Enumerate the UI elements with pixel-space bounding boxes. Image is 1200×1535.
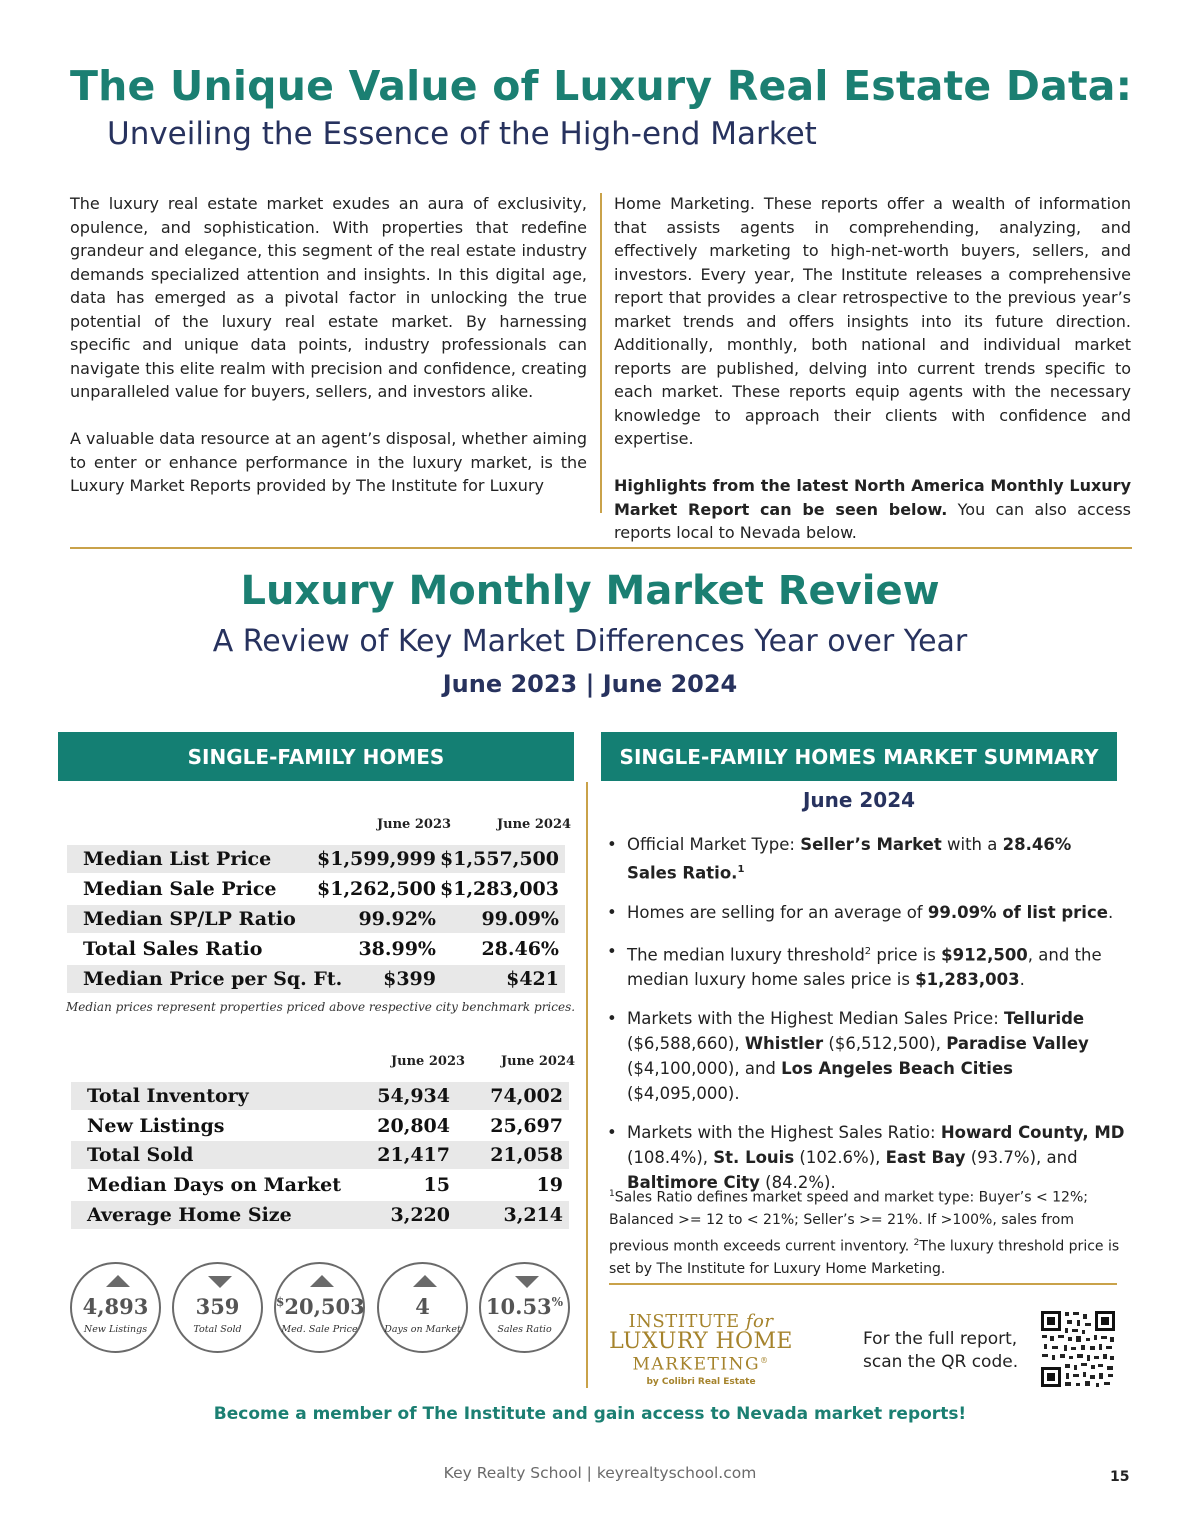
stat-med-sale-price xyxy=(274,1262,365,1353)
summary-item xyxy=(606,900,1126,925)
summary-rule xyxy=(609,1283,1117,1285)
arrow-up-icon xyxy=(310,1275,334,1287)
membership-cta: Become a member of The Institute and gain access to Nevada market reports! xyxy=(213,1404,967,1424)
item-text: Official Market Type: xyxy=(627,835,801,854)
item-bold: Los Angeles Beach Cities xyxy=(781,1059,1013,1078)
arrow-down-icon xyxy=(515,1276,539,1288)
item-text: ($4,095,000). xyxy=(627,1084,740,1103)
stat-prefix: $ xyxy=(276,1295,285,1309)
row-value-2024: 21,058 xyxy=(490,1144,563,1166)
market-summary-banner: SINGLE-FAMILY HOMES MARKET SUMMARY xyxy=(601,732,1117,781)
column-divider xyxy=(600,193,602,513)
table2-row xyxy=(71,1201,569,1229)
page-subtitle: Unveiling the Essence of the High-end Market xyxy=(107,116,817,152)
stat-value: 359 xyxy=(195,1294,240,1319)
item-text: Markets with the Highest Median Sales Price: xyxy=(627,1009,1004,1028)
highlight-text: Highlights from the latest North America Monthly Luxury Market Report can be seen below. xyxy=(614,476,1131,519)
item-text: price is xyxy=(871,945,942,964)
logo-text: INSTITUTE xyxy=(628,1311,746,1332)
item-bold: Paradise Valley xyxy=(946,1034,1089,1053)
row-label: Median Days on Market xyxy=(87,1174,341,1196)
item-text: (102.6%), xyxy=(794,1148,886,1167)
row-label: Median Sale Price xyxy=(83,878,277,900)
item-bold: Howard County, MD xyxy=(940,1123,1125,1142)
footnote-marker: 1 xyxy=(609,1189,615,1199)
table2-col1-header: June 2023 xyxy=(391,1054,466,1069)
item-text: Markets with the Highest Sales Ratio: xyxy=(627,1123,941,1142)
item-bold: 99.09% of list price xyxy=(927,902,1108,922)
row-value-2024: $421 xyxy=(506,968,559,990)
summary-item xyxy=(606,1006,1126,1106)
intro-paragraph: A valuable data resource at an agent’s disposal, whether aiming to enter or enhance performance in the luxury market, is the Luxury Market Reports provided by The Institute for Luxury xyxy=(70,429,587,495)
intro-right-column xyxy=(614,192,1131,545)
item-bold: Telluride xyxy=(1004,1009,1085,1028)
row-value-2024: 3,214 xyxy=(503,1204,563,1226)
table1-col1-header: June 2023 xyxy=(377,817,452,832)
stat-sales-ratio xyxy=(479,1262,570,1353)
stat-value: 4 xyxy=(415,1294,430,1319)
row-value-2024: 28.46% xyxy=(481,938,559,960)
row-label: New Listings xyxy=(87,1115,225,1137)
page-title: The Unique Value of Luxury Real Estate Data: xyxy=(70,62,1133,110)
footer-text: Key Realty School | keyrealtyschool.com xyxy=(443,1464,757,1482)
row-label: Total Sales Ratio xyxy=(83,938,263,960)
footnote-ref: 2 xyxy=(864,945,872,957)
table1-row xyxy=(67,845,565,873)
row-value-2023: $1,262,500 xyxy=(317,878,436,900)
row-value-2023: 15 xyxy=(423,1174,450,1196)
stat-label: Days on Market xyxy=(384,1324,461,1335)
intro-left-column xyxy=(70,192,587,498)
footnote-text: Sales Ratio defines market speed and market type: Buyer’s < 12%; Balanced >= 12 to < 21%; Seller’s >= 21%. If >100%, sales from previous month exceeds current inventory. xyxy=(609,1189,1088,1255)
item-text: with a xyxy=(941,835,1003,854)
logo-text: LUXURY HOME xyxy=(609,1329,793,1354)
row-label: Total Sold xyxy=(87,1144,194,1166)
item-text: ($6,512,500), xyxy=(823,1034,947,1053)
footnote-text: The luxury threshold price is set by The Institute for Luxury Home Marketing. xyxy=(609,1238,1120,1277)
item-bold: $912,500 xyxy=(941,945,1028,964)
access-text: You can also access reports local to Nevada below. xyxy=(614,499,1131,542)
table1-row xyxy=(67,875,565,903)
item-text: ($6,588,660), xyxy=(627,1034,745,1053)
stat-label: Sales Ratio xyxy=(497,1324,552,1335)
arrow-up-icon xyxy=(413,1275,437,1287)
row-value-2024: 74,002 xyxy=(490,1085,563,1107)
stat-label: Total Sold xyxy=(193,1324,242,1335)
row-value-2024: 25,697 xyxy=(490,1115,563,1137)
row-value-2023: $1,599,999 xyxy=(317,848,436,870)
logo-text: MARKETING xyxy=(632,1354,761,1375)
row-value-2023: 54,934 xyxy=(377,1085,450,1107)
logo-text: ® xyxy=(760,1356,770,1365)
review-subtitle: A Review of Key Market Differences Year over Year xyxy=(212,624,968,659)
row-value-2024: $1,283,003 xyxy=(440,878,559,900)
item-bold: East Bay xyxy=(885,1148,966,1167)
intro-highlight-paragraph xyxy=(614,474,1131,545)
row-value-2023: 20,804 xyxy=(377,1115,450,1137)
stat-suffix: % xyxy=(551,1295,564,1309)
logo-text: for xyxy=(745,1311,774,1332)
logo-text: by Colibri Real Estate xyxy=(646,1376,756,1387)
summary-date: June 2024 xyxy=(802,788,916,812)
table1-row xyxy=(67,905,565,933)
row-value-2024: $1,557,500 xyxy=(440,848,559,870)
row-label: Median SP/LP Ratio xyxy=(83,908,296,930)
stat-value: 4,893 xyxy=(82,1294,149,1319)
page-number: 15 xyxy=(1110,1469,1130,1485)
item-bold: . xyxy=(731,863,738,883)
row-value-2023: 38.99% xyxy=(358,938,436,960)
item-text: , and the median luxury home sales price is xyxy=(627,945,1102,989)
panel-divider xyxy=(586,782,588,1388)
summary-list xyxy=(606,832,1126,1209)
arrow-up-icon xyxy=(106,1275,130,1287)
item-bold: Seller’s Market xyxy=(800,835,942,854)
item-bold: St. Louis xyxy=(713,1148,795,1167)
review-title: Luxury Monthly Market Review xyxy=(240,568,940,614)
item-bold: Baltimore City xyxy=(627,1173,760,1192)
footnote-ref: 1 xyxy=(737,864,745,875)
row-label: Total Inventory xyxy=(87,1085,249,1107)
item-text: (108.4%), xyxy=(627,1148,714,1167)
table-note: Median prices represent properties priced above respective city benchmark prices. xyxy=(66,1000,576,1014)
summary-item xyxy=(606,832,1126,886)
table1-col2-header: June 2024 xyxy=(497,817,572,832)
stat-label: Med. Sale Price xyxy=(281,1324,358,1335)
row-value-2023: 99.92% xyxy=(358,908,436,930)
review-dates: June 2023 | June 2024 xyxy=(442,670,738,698)
table2-row xyxy=(71,1112,569,1140)
table2-row xyxy=(71,1082,569,1110)
table2-row xyxy=(71,1141,569,1169)
row-value-2023: 21,417 xyxy=(377,1144,450,1166)
stat-label: New Listings xyxy=(83,1324,148,1335)
intro-paragraph: Home Marketing. These reports offer a wealth of information that assists agents in comprehending, analyzing, and effectively marketing to high-net-worth buyers, sellers, and investors. Every year, The Institute releases a comprehensive report that provides a clear retrospective to the previous year’s market trends and offers insights into its future direction. Additionally, monthly, both national and individual market reports are published, delving into current trends specific to each market. These reports equip agents with the necessary knowledge to approach their clients with confidence and expertise. xyxy=(614,194,1131,448)
row-value-2023: $399 xyxy=(383,968,436,990)
table2-col2-header: June 2024 xyxy=(501,1054,576,1069)
qr-text-line: scan the QR code. xyxy=(863,1352,1019,1372)
item-bold: Whistler xyxy=(744,1034,824,1053)
item-text: (84.2%). xyxy=(759,1173,836,1192)
arrow-down-icon xyxy=(208,1276,232,1288)
stat-new-listings xyxy=(70,1262,161,1353)
table1-row xyxy=(67,935,565,963)
row-label: Median Price per Sq. Ft. xyxy=(83,968,343,990)
footnote-marker: 2 xyxy=(913,1237,920,1248)
row-label: Average Home Size xyxy=(87,1204,292,1226)
item-text: The median luxury threshold xyxy=(627,945,865,964)
item-bold: 28.46% Sales Ratio xyxy=(627,835,1072,883)
qr-code-icon[interactable] xyxy=(1038,1308,1118,1390)
stat-days-on-market xyxy=(377,1262,468,1353)
stat-total-sold xyxy=(172,1262,263,1353)
item-bold: $1,283,003 xyxy=(915,970,1020,989)
footnote xyxy=(609,1183,1127,1280)
single-family-banner: SINGLE-FAMILY HOMES xyxy=(58,732,574,781)
summary-item xyxy=(606,939,1126,993)
row-value-2024: 19 xyxy=(536,1174,563,1196)
item-text: Homes are selling for an average of xyxy=(627,902,928,922)
table2-row xyxy=(71,1171,569,1199)
qr-instruction xyxy=(863,1328,1018,1374)
item-text: . xyxy=(1107,902,1114,922)
item-text: ($4,100,000), and xyxy=(627,1059,782,1078)
row-value-2023: 3,220 xyxy=(390,1204,450,1226)
item-text: (93.7%), and xyxy=(965,1148,1078,1167)
table1-row xyxy=(67,965,565,993)
section-rule xyxy=(70,547,1132,549)
row-label: Median List Price xyxy=(83,848,272,870)
institute-logo xyxy=(608,1312,794,1388)
intro-paragraph: The luxury real estate market exudes an aura of exclusivity, opulence, and sophistication. With properties that redefine grandeur and elegance, this segment of the real estate industry demands specialized attention and insights. In this digital age, data has emerged as a pivotal factor in unlocking the true potential of the luxury real estate market. By harnessing specific and unique data points, industry professionals can navigate this elite realm with precision and confidence, creating unparalleled value for buyers, sellers, and investors alike. xyxy=(70,194,587,401)
row-value-2024: 99.09% xyxy=(481,908,559,930)
item-text: . xyxy=(1019,970,1025,989)
stat-value: 20,503 xyxy=(284,1294,365,1319)
stat-value: 10.53 xyxy=(485,1294,552,1319)
qr-text-line: For the full report, xyxy=(863,1329,1018,1349)
